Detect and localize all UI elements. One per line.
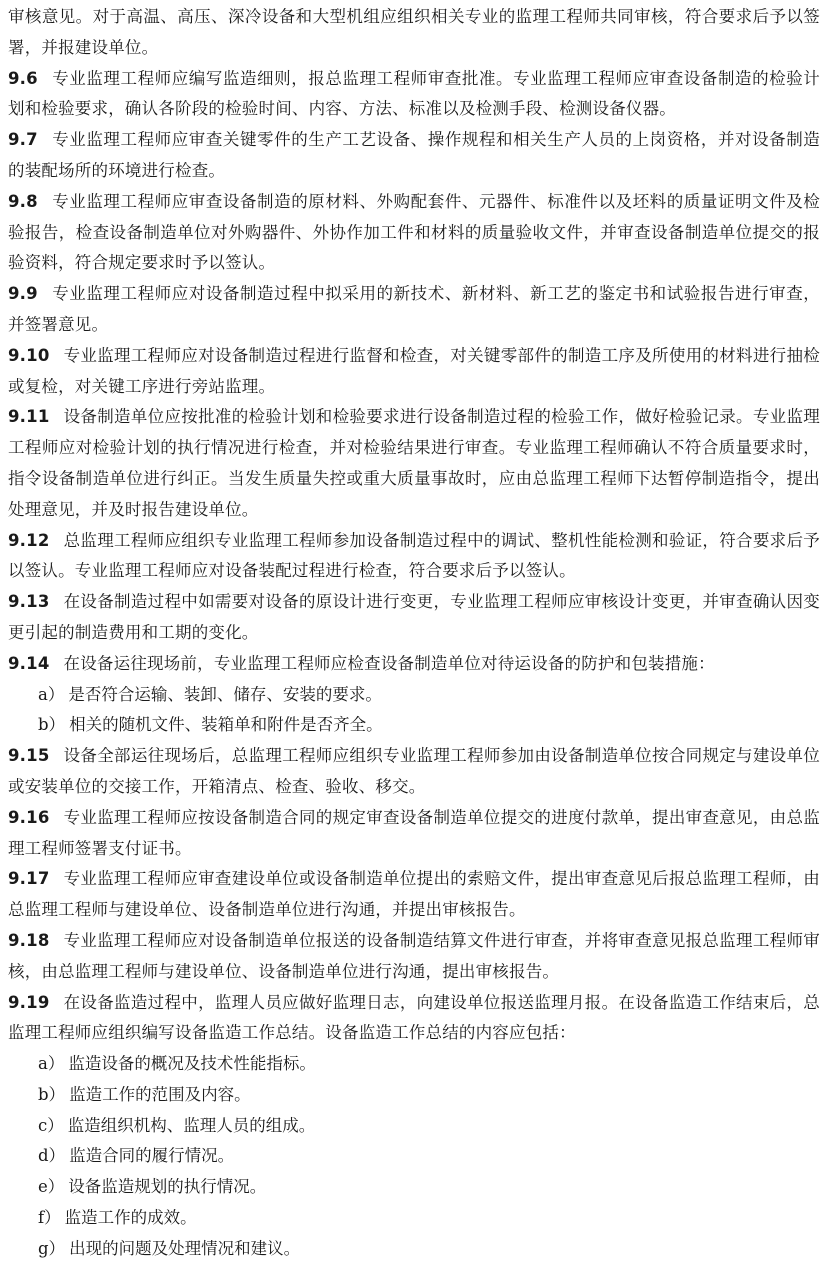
clause-text: 在设备监造过程中，监理人员应做好监理日志，向建设单位报送监理月报。在设备监造工作结束后，总监理工程师应组织编写设备监造工作总结。设备监造工作总结的内容应包括：: [8, 992, 820, 1043]
list-item-marker: a）: [38, 684, 65, 704]
clause-paragraph: [8, 64, 820, 126]
clause-paragraph: [8, 926, 820, 988]
list-item-text: 设备监造规划的执行情况。: [68, 1177, 267, 1197]
list-item: [8, 680, 820, 711]
clause-paragraph: [8, 649, 820, 680]
list-item: [8, 1141, 820, 1172]
clause-list: [8, 64, 820, 1265]
clause-number: 9.14: [8, 653, 50, 673]
clause-text: 设备制造单位应按批准的检验计划和检验要求进行设备制造过程的检验工作，做好检验记录。专业监理工程师应对检验计划的执行情况进行检查，并对检验结果进行审查。专业监理工程师确认不符合质量要求时，指令设备制造单位进行纠正。当发生质量失控或重大质量事故时，应由总监理工程师下达暂停制造指令，提出处理意见，并及时报告建设单位。: [8, 407, 820, 519]
clause-number: 9.17: [8, 869, 50, 889]
list-item-text: 监造工作的范围及内容。: [69, 1084, 251, 1104]
clause-number: 9.13: [8, 592, 50, 612]
list-item-text: 监造设备的概况及技术性能指标。: [68, 1054, 316, 1074]
list-item-marker: c）: [38, 1115, 64, 1135]
clause-paragraph: [8, 803, 820, 865]
intro-paragraph: 审核意见。对于高温、高压、深冷设备和大型机组应组织相关专业的监理工程师共同审核，符合要求后予以签署，并报建设单位。: [8, 7, 820, 57]
clause-number: 9.8: [8, 191, 38, 211]
clause-text: 专业监理工程师应审查关键零件的生产工艺设备、操作规程和相关生产人员的上岗资格，并对设备制造的装配场所的环境进行检查。: [8, 130, 820, 180]
list-item-marker: a）: [38, 1054, 65, 1074]
clause-text: 专业监理工程师应编写监造细则，报总监理工程师审查批准。专业监理工程师应审查设备制造的检验计划和检验要求，确认各阶段的检验时间、内容、方法、标准以及检测手段、检测设备仪器。: [8, 68, 820, 119]
clause-text: 专业监理工程师应对设备制造过程中拟采用的新技术、新材料、新工艺的鉴定书和试验报告进行审查，并签署意见。: [8, 284, 820, 334]
clause-text: 专业监理工程师应审查设备制造的原材料、外购配套件、元器件、标准件以及坯料的质量证明文件及检验报告，检查设备制造单位对外购器件、外协作加工件和材料的质量验收文件，并审查设备制造单位提交的报验资料，符合规定要求时予以签认。: [8, 191, 820, 273]
clause-number: 9.15: [8, 746, 50, 766]
clause-number: 9.7: [8, 130, 38, 150]
clause-paragraph: [8, 587, 820, 649]
clause-paragraph: [8, 526, 820, 588]
clause-number: 9.9: [8, 284, 38, 304]
clause-number: 9.16: [8, 807, 50, 827]
clause-text: 设备全部运往现场后，总监理工程师应组织专业监理工程师参加由设备制造单位按合同规定与建设单位或安装单位的交接工作，开箱清点、检查、验收、移交。: [8, 746, 820, 796]
list-item: [8, 1203, 820, 1234]
clause-text: 专业监理工程师应对设备制造过程进行监督和检查，对关键零部件的制造工序及所使用的材料进行抽检或复检，对关键工序进行旁站监理。: [8, 345, 820, 396]
list-item-marker: b）: [38, 715, 66, 735]
clause-paragraph: [8, 402, 820, 525]
list-item-text: 监造工作的成效。: [64, 1208, 197, 1228]
list-item: [8, 1111, 820, 1142]
clause-number: 9.19: [8, 992, 50, 1012]
clause-text: 在设备制造过程中如需要对设备的原设计进行变更，专业监理工程师应审核设计变更，并审查确认因变更引起的制造费用和工期的变化。: [8, 592, 820, 642]
list-item-text: 相关的随机文件、装箱单和附件是否齐全。: [69, 715, 383, 735]
list-item: [8, 1172, 820, 1203]
list-item-text: 监造合同的履行情况。: [69, 1146, 235, 1166]
clause-text: 专业监理工程师应按设备制造合同的规定审查设备制造单位提交的进度付款单，提出审查意见，由总监理工程师签署支付证书。: [8, 807, 820, 858]
list-item-marker: f）: [38, 1208, 61, 1228]
list-item-marker: e）: [38, 1177, 65, 1197]
list-item: [8, 1234, 820, 1265]
clause-paragraph: [8, 341, 820, 403]
clause-paragraph: [8, 125, 820, 187]
clause-text: 专业监理工程师应对设备制造单位报送的设备制造结算文件进行审查，并将审查意见报总监理工程师审核，由总监理工程师与建设单位、设备制造单位进行沟通，提出审核报告。: [8, 930, 820, 981]
list-item-text: 出现的问题及处理情况和建议。: [69, 1238, 301, 1258]
list-item: [8, 710, 820, 741]
clause-number: 9.11: [8, 407, 50, 427]
list-item: [8, 1049, 820, 1080]
clause-text: 专业监理工程师应审查建设单位或设备制造单位提出的索赔文件，提出审查意见后报总监理工程师，由总监理工程师与建设单位、设备制造单位进行沟通，并提出审核报告。: [8, 869, 820, 920]
clause-text: 总监理工程师应组织专业监理工程师参加设备制造过程中的调试、整机性能检测和验证，符合要求后予以签认。专业监理工程师应对设备装配过程进行检查，符合要求后予以签认。: [8, 530, 820, 581]
list-item-marker: b）: [38, 1084, 66, 1104]
clause-text: 在设备运往现场前，专业监理工程师应检查设备制造单位对待运设备的防护和包装措施：: [63, 653, 715, 673]
list-item-marker: g）: [38, 1238, 66, 1258]
clause-paragraph: [8, 279, 820, 341]
clause-number: 9.6: [8, 68, 38, 88]
list-item-text: 监造组织机构、监理人员的组成。: [67, 1115, 316, 1135]
clause-number: 9.18: [8, 930, 50, 950]
clause-paragraph: [8, 187, 820, 279]
clause-number: 9.10: [8, 345, 50, 365]
list-item: [8, 1080, 820, 1111]
clause-paragraph: [8, 864, 820, 926]
list-item-text: 是否符合运输、装卸、储存、安装的要求。: [68, 684, 382, 704]
clause-number: 9.12: [8, 530, 50, 550]
clause-paragraph: [8, 741, 820, 803]
list-item-marker: d）: [38, 1146, 66, 1166]
clause-paragraph: [8, 988, 820, 1050]
